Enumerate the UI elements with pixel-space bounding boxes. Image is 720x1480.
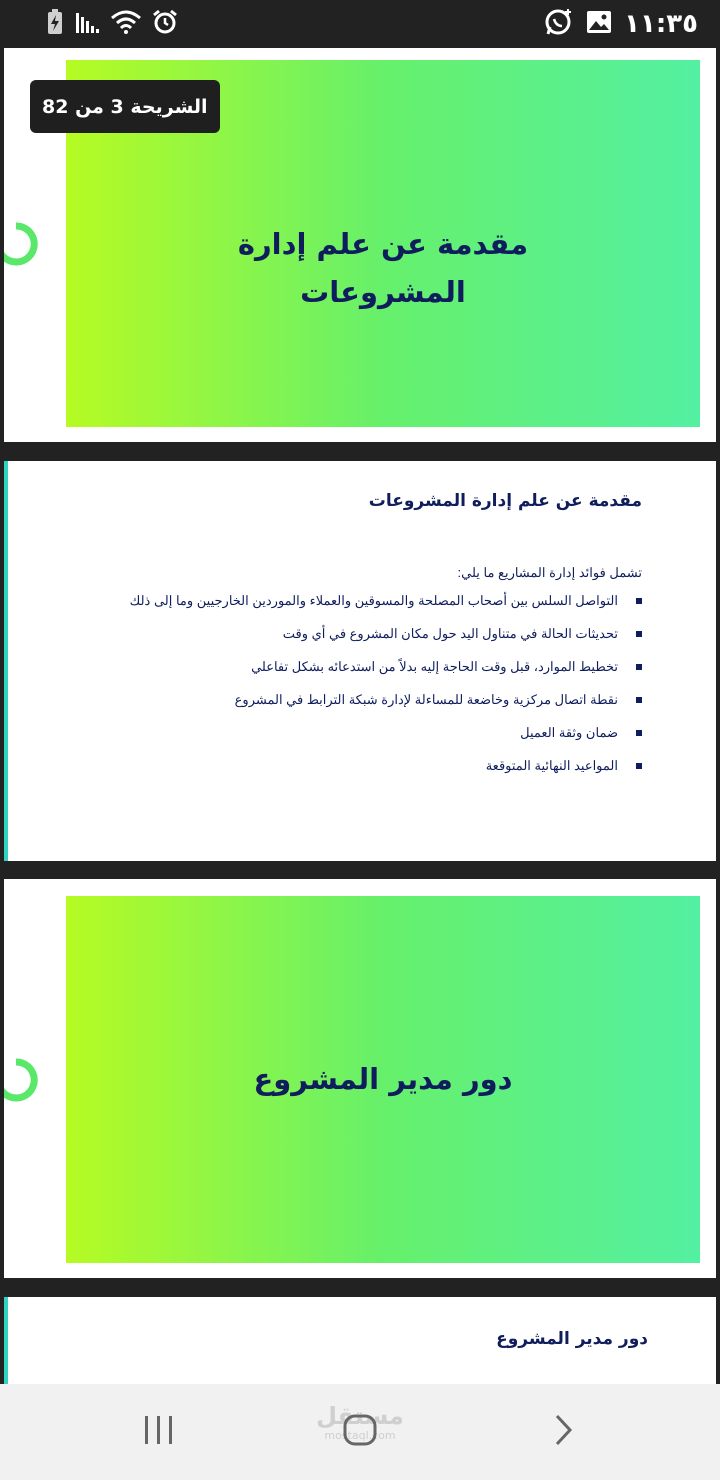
- slide-4[interactable]: [4, 1297, 716, 1384]
- status-clock: ١١:٣٥: [624, 9, 698, 39]
- wifi-icon: [110, 9, 142, 39]
- recent-apps-icon: [142, 1414, 176, 1450]
- bullet-icon: [636, 598, 642, 604]
- slide-2[interactable]: [4, 461, 716, 861]
- slide-title-line: المشروعات: [300, 275, 466, 309]
- list-item: نقطة اتصال مركزية وخاضعة للمساءلة لإدارة شبكة الترابط في المشروع: [102, 690, 642, 723]
- bullet-icon: [636, 763, 642, 769]
- battery-charging-icon: [46, 8, 64, 40]
- slide-counter-badge: الشريحة 3 من 82: [30, 80, 220, 133]
- home-icon: [342, 1413, 378, 1451]
- slide-heading: دور مدير المشروع: [496, 1329, 648, 1349]
- slide-title-line: مقدمة عن علم إدارة: [237, 227, 529, 261]
- list-item: تخطيط الموارد، قبل وقت الحاجة إليه بدلاً من استدعائه بشكل تفاعلي: [102, 657, 642, 690]
- watermark-logo: مستقل mostaql.com: [316, 1402, 404, 1442]
- list-item: التواصل السلس بين أصحاب المصلحة والمسوقين والعملاء والموردين الخارجيين وما إلى ذلك: [102, 591, 642, 624]
- whatsapp-icon: [544, 7, 574, 41]
- slide-bullet-list: [102, 591, 642, 789]
- bullet-icon: [636, 697, 642, 703]
- slide-intro-text: تشمل فوائد إدارة المشاريع ما يلي:: [457, 565, 642, 580]
- loading-arc-icon: [4, 220, 40, 268]
- back-icon: [552, 1413, 574, 1451]
- slide-heading: مقدمة عن علم إدارة المشروعات: [368, 491, 642, 511]
- list-item: المواعيد النهائية المتوقعة: [102, 756, 642, 789]
- slide-title-line: دور مدير المشروع: [253, 1062, 513, 1096]
- slide-title: [66, 220, 700, 316]
- list-item: تحديثات الحالة في متناول اليد حول مكان المشروع في أي وقت: [102, 624, 642, 657]
- slide-3[interactable]: [4, 879, 716, 1278]
- bullet-icon: [636, 730, 642, 736]
- image-icon: [586, 10, 612, 38]
- recent-apps-button[interactable]: [124, 1408, 194, 1456]
- navigation-bar: [0, 1384, 720, 1480]
- bullet-icon: [636, 664, 642, 670]
- home-button[interactable]: [325, 1408, 395, 1456]
- slide-title: [66, 1055, 700, 1103]
- bullet-icon: [636, 631, 642, 637]
- signal-icon: [74, 9, 100, 39]
- status-bar: [0, 0, 720, 48]
- list-item: ضمان وثقة العميل: [102, 723, 642, 756]
- alarm-icon: [152, 9, 178, 39]
- back-button[interactable]: [528, 1408, 598, 1456]
- loading-arc-icon: [4, 1056, 40, 1104]
